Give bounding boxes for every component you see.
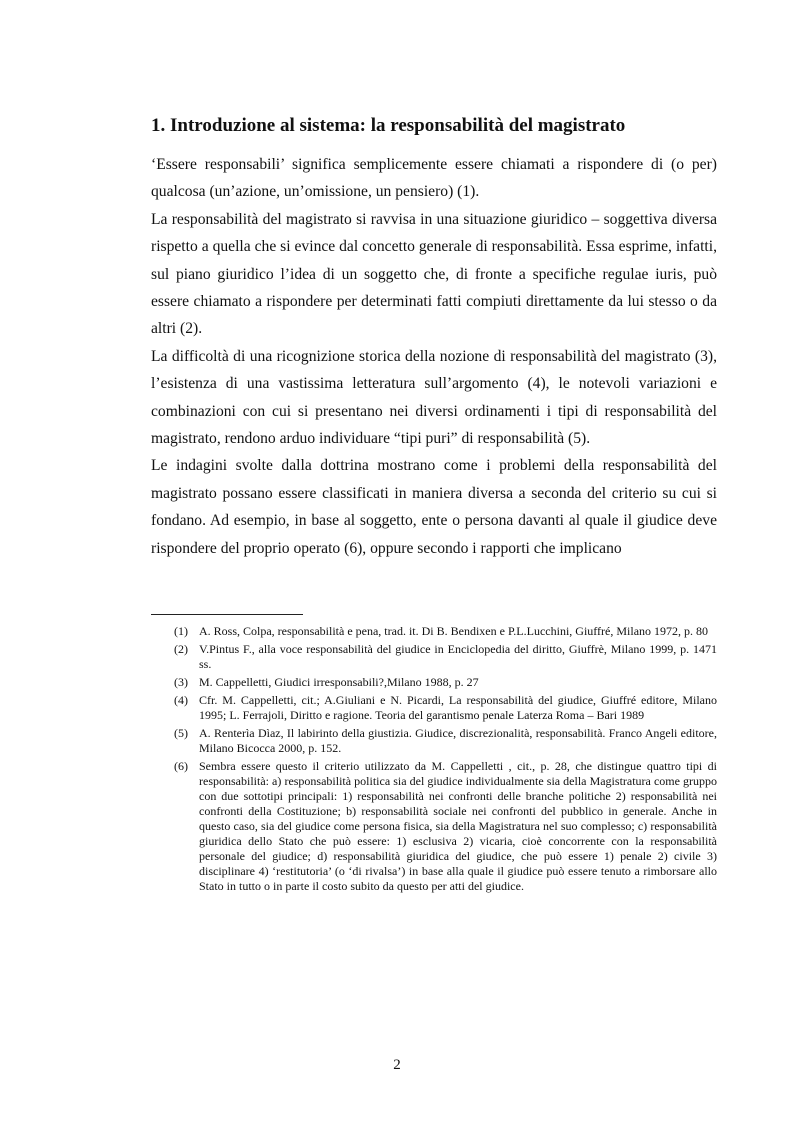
footnote-number: (2) — [174, 642, 188, 656]
footnote-text: M. Cappelletti, Giudici irresponsabili?,Milano 1988, p. 27 — [199, 675, 479, 689]
footnote-number: (6) — [174, 759, 188, 773]
footnote-text: Sembra essere questo il criterio utilizzato da M. Cappelletti , cit., p. 28, che distingue quattro tipi di responsabilità: a) responsabilità politica sia del giudice individualmente sia della Magistratura come gruppo con due sottotipi principali: 1) responsabilità nei confronti delle branche politiche 2) responsabilità nei confronti della Costituzione; b) responsabilità sociale nei confronti del pubblico in generale. Anche in questo caso, sia del giudice come persona fisica, sia della Magistratura nel suo complesso; c) responsabilità giuridica dello Stato che può essere: 1) esclusiva 2) vicaria, cioè concorrente con la responsabilità personale del giudice; d) responsabilità giuridica del giudice, che può essere 1) penale 2) civile 3) disciplinare 4) ‘restitutoria’ (o ‘di rivalsa’) in base alla quale il giudice può essere tenuto a rimborsare allo Stato in tutto o in parte il costo subito da questo per atti del giudice. — [199, 759, 717, 893]
body-text — [151, 151, 717, 562]
footnote-item — [174, 675, 717, 690]
page-number: 2 — [393, 1057, 401, 1073]
footnote-text: V.Pintus F., alla voce responsabilità del giudice in Enciclopedia del diritto, Giuffrè, Milano 1999, p. 1471 ss. — [199, 642, 717, 671]
footnote-item — [174, 642, 717, 672]
footnotes-list — [174, 624, 717, 897]
footnote-text: Cfr. M. Cappelletti, cit.; A.Giuliani e N. Picardi, La responsabilità del giudice, Giuffré editore, Milano 1995; L. Ferrajoli, Diritto e ragione. Teoria del garantismo penale Laterza Roma – Bari 1989 — [199, 693, 717, 722]
body-paragraph: La responsabilità del magistrato si ravvisa in una situazione giuridico – soggettiva diversa rispetto a quella che si evince dal concetto generale di responsabilità. Essa esprime, infatti, sul piano giuridico l’idea di un soggetto che, di fronte a specifiche regulae iuris, può essere chiamato a rispondere per determinati fatti compiuti direttamente da lui stesso o da altri (2). — [151, 210, 717, 338]
footnote-text: A. Renterìa Dìaz, Il labirinto della giustizia. Giudice, discrezionalità, responsabilità. Franco Angeli editore, Milano Bicocca 2000, p. 152. — [199, 726, 717, 755]
footnote-separator — [151, 614, 303, 615]
footnote-item — [174, 726, 717, 756]
footnote-number: (5) — [174, 726, 188, 740]
footnote-text: A. Ross, Colpa, responsabilità e pena, trad. it. Di B. Bendixen e P.L.Lucchini, Giuffré, Milano 1972, p. 80 — [199, 624, 709, 638]
footnote-item — [174, 693, 717, 723]
section-heading: 1. Introduzione al sistema: la responsabilità del magistrato — [151, 115, 626, 136]
footnote-number: (1) — [174, 624, 188, 638]
body-paragraph: ‘Essere responsabili’ significa semplicemente essere chiamati a rispondere di (o per) qualcosa (un’azione, un’omissione, un pensiero) (1). — [151, 156, 717, 201]
footnote-number: (4) — [174, 693, 188, 707]
body-paragraph: La difficoltà di una ricognizione storica della nozione di responsabilità del magistrato (3), l’esistenza di una vastissima letteratura sull’argomento (4), le notevoli variazioni e combinazioni con cui si presentano nei diversi ordinamenti i tipi di responsabilità del magistrato, rendono arduo individuare “tipi puri” di responsabilità (5). — [151, 347, 717, 448]
body-paragraph: Le indagini svolte dalla dottrina mostrano come i problemi della responsabilità del magistrato possano essere classificati in maniera diversa a seconda del criterio su cui si fondano. Ad esempio, in base al soggetto, ente o persona davanti al quale il giudice deve rispondere del proprio operato (6), oppure secondo i rapporti che implicano — [151, 457, 717, 557]
footnote-item — [174, 624, 717, 639]
footnote-number: (3) — [174, 675, 188, 689]
footnote-item — [174, 759, 717, 894]
